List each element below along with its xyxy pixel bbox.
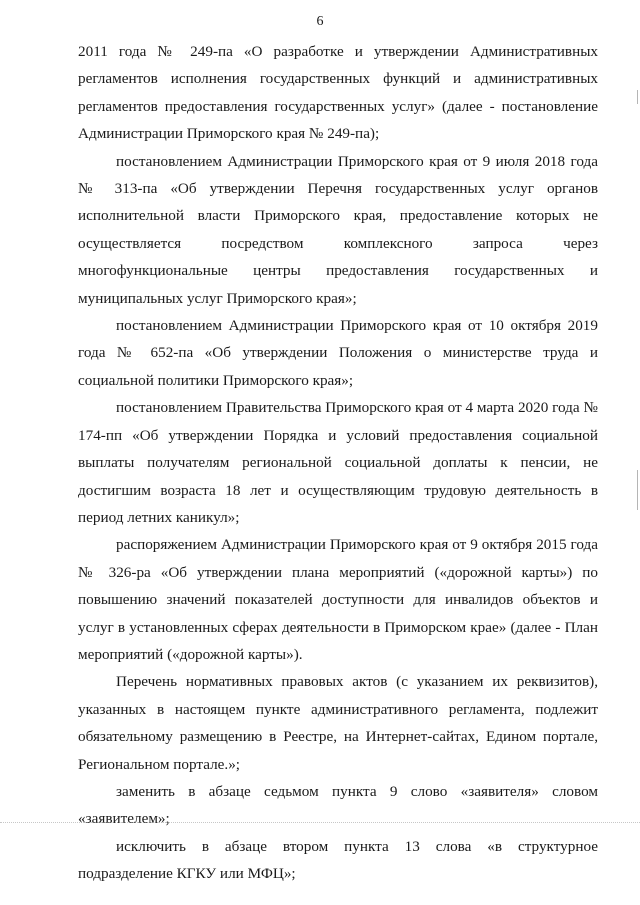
paragraph-resolution-652: постановлением Администрации Приморского края от 10 октября 2019 года № 652-па «Об утверждении Положения о министерстве труда и социальной политики Приморского края»; xyxy=(78,317,598,389)
paragraph-continuation: 2011 года № 249-па «О разработке и утверждении Административных регламентов исполнения государственных функций и административных регламентов предоставления государственных услуг» (далее - постановление Администрации Приморского края № 249-па); xyxy=(78,43,598,143)
page-number: 6 xyxy=(316,14,324,29)
paragraph-amend-item-13: исключить в абзаце втором пункта 13 слова «в структурное подразделение КГКУ или МФЦ»; xyxy=(78,837,598,883)
paragraph-amend-item-9: заменить в абзаце седьмом пункта 9 слово «заявителя» словом «заявителем»; xyxy=(78,782,598,828)
paragraph-list-publication: Перечень нормативных правовых актов (с указанием их реквизитов), указанных в настоящем пункте административного регламента, подлежит обязательному размещению в Реестре, на Интернет-сайтах, Едином портале, Региональном портале.»; xyxy=(78,673,598,773)
paragraph-resolution-313: постановлением Администрации Приморского края от 9 июля 2018 года № 313-па «Об утверждении Перечня государственных услуг органов исполнительной власти Приморского края, предоставление которых не осуществляется посредством комплексного запроса через многофункциональные центры предоставления государственных и муниципальных услуг Приморского края»; xyxy=(78,152,598,307)
paragraph-order-326: распоряжением Администрации Приморского края от 9 октября 2015 года № 326-ра «Об утверждении плана мероприятий («дорожной карты») по повышению значений показателей доступности для инвалидов объектов и услуг в установленных сферах деятельности в Приморском крае» (далее - План мероприятий («дорожной карты»). xyxy=(78,536,598,663)
document-body xyxy=(78,38,598,888)
scan-edge-mark xyxy=(637,90,638,104)
scan-artifact-line xyxy=(0,822,640,824)
paragraph-resolution-174: постановлением Правительства Приморского края от 4 марта 2020 года № 174-пп «Об утверждении Порядка и условий предоставления социальной выплаты получателям региональной социальной доплаты к пенсии, не достигшим возраста 18 лет и осуществляющим трудовую деятельность в период летних каникул»; xyxy=(78,399,598,526)
scan-edge-mark xyxy=(637,470,638,510)
